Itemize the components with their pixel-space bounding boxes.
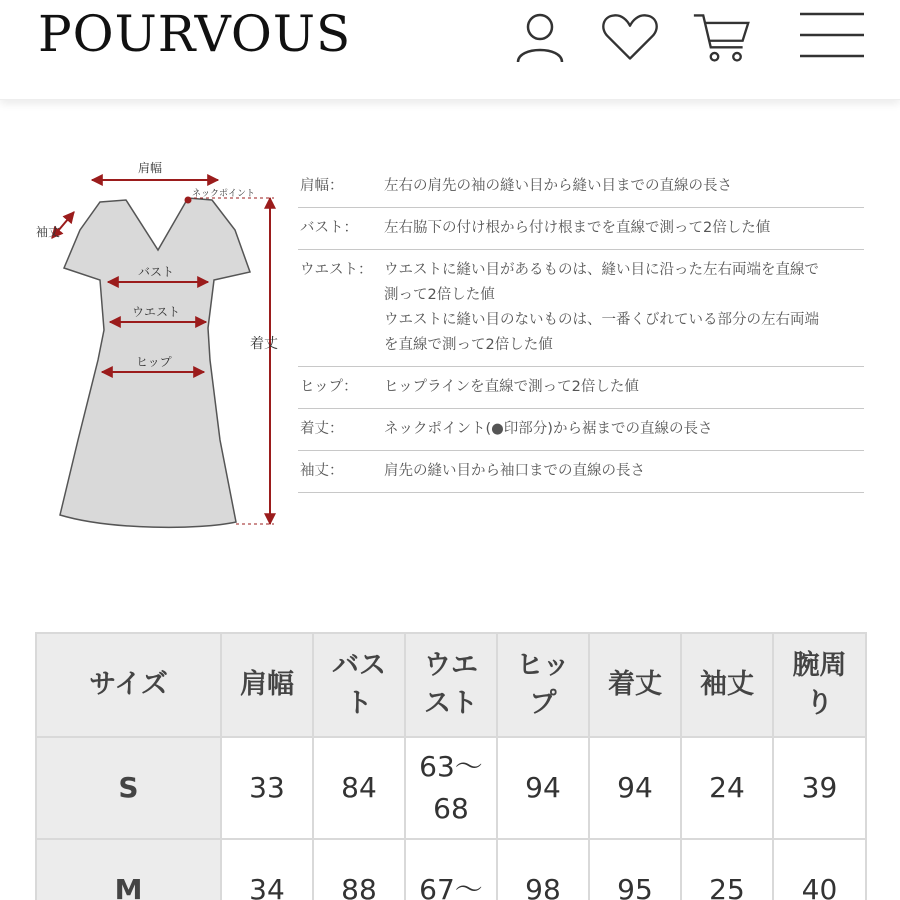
definition-text: を直線で測って2倍した値 bbox=[384, 337, 553, 353]
definition-text: ウエストに縫い目があるものは、縫い目に沿った左右両端を直線で bbox=[384, 262, 819, 278]
definition-term: 肩幅： bbox=[300, 178, 344, 194]
label-shoulder: 肩幅 bbox=[138, 161, 163, 175]
column-header: 腕周り bbox=[773, 633, 866, 737]
label-sleeve: 袖丈 bbox=[36, 225, 61, 239]
definition-row bbox=[298, 451, 864, 493]
definition-row bbox=[298, 250, 864, 367]
column-header: 肩幅 bbox=[221, 633, 313, 737]
measurement-definitions bbox=[298, 166, 864, 493]
brand-logo[interactable]: POURVOUS bbox=[38, 5, 352, 63]
definition-text: 肩先の縫い目から袖口までの直線の長さ bbox=[384, 463, 645, 479]
table-header-row bbox=[36, 633, 866, 737]
label-neck-point: ネックポイント bbox=[192, 189, 256, 199]
definition-row bbox=[298, 208, 864, 250]
definition-row bbox=[298, 166, 864, 208]
site-header bbox=[0, 0, 900, 100]
table-cell: 94 bbox=[497, 737, 589, 839]
definition-row bbox=[298, 367, 864, 409]
table-cell: 95 bbox=[589, 839, 681, 900]
table-cell: 98 bbox=[497, 839, 589, 900]
label-bust: バスト bbox=[138, 265, 175, 279]
column-header: バスト bbox=[313, 633, 405, 737]
definition-term: バスト： bbox=[300, 220, 358, 236]
definition-term: ウエスト： bbox=[300, 262, 373, 278]
label-length: 着丈 bbox=[250, 336, 278, 352]
table-cell: 39 bbox=[773, 737, 866, 839]
column-header: サイズ bbox=[36, 633, 221, 737]
column-header: ヒップ bbox=[497, 633, 589, 737]
table-cell: 25 bbox=[681, 839, 773, 900]
table-row bbox=[36, 737, 866, 839]
heart-icon[interactable] bbox=[600, 8, 660, 66]
table-row bbox=[36, 839, 866, 900]
definition-text: ネックポイント(●印部分)から裾までの直線の長さ bbox=[384, 421, 713, 437]
column-header: ウエスト bbox=[405, 633, 497, 737]
menu-icon[interactable] bbox=[800, 8, 864, 66]
measurement-diagram bbox=[30, 150, 300, 550]
table-cell: 40 bbox=[773, 839, 866, 900]
table-cell: 67〜 bbox=[405, 839, 497, 900]
definition-text: 左右の肩先の袖の縫い目から縫い目までの直線の長さ bbox=[384, 178, 732, 194]
definition-term: ヒップ： bbox=[300, 379, 358, 395]
definition-row bbox=[298, 409, 864, 451]
definition-text: 左右脇下の付け根から付け根までを直線で測って2倍した値 bbox=[384, 220, 771, 236]
table-cell: 33 bbox=[221, 737, 313, 839]
size-cell: M bbox=[36, 839, 221, 900]
cart-icon[interactable] bbox=[692, 8, 752, 66]
user-icon[interactable] bbox=[510, 8, 570, 66]
column-header: 着丈 bbox=[589, 633, 681, 737]
size-cell: S bbox=[36, 737, 221, 839]
definition-term: 着丈： bbox=[300, 421, 344, 437]
definition-text: ウエストに縫い目のないものは、一番くびれている部分の左右両端 bbox=[384, 312, 819, 328]
table-cell: 63〜68 bbox=[405, 737, 497, 839]
table-cell: 34 bbox=[221, 839, 313, 900]
size-table bbox=[35, 632, 867, 900]
label-hip: ヒップ bbox=[136, 355, 172, 369]
table-cell: 88 bbox=[313, 839, 405, 900]
definition-text: 測って2倍した値 bbox=[384, 287, 495, 303]
definition-term: 袖丈： bbox=[300, 463, 344, 479]
table-cell: 24 bbox=[681, 737, 773, 839]
column-header: 袖丈 bbox=[681, 633, 773, 737]
label-waist: ウエスト bbox=[132, 305, 181, 319]
table-cell: 84 bbox=[313, 737, 405, 839]
definition-text: ヒップラインを直線で測って2倍した値 bbox=[384, 379, 639, 395]
table-cell: 94 bbox=[589, 737, 681, 839]
